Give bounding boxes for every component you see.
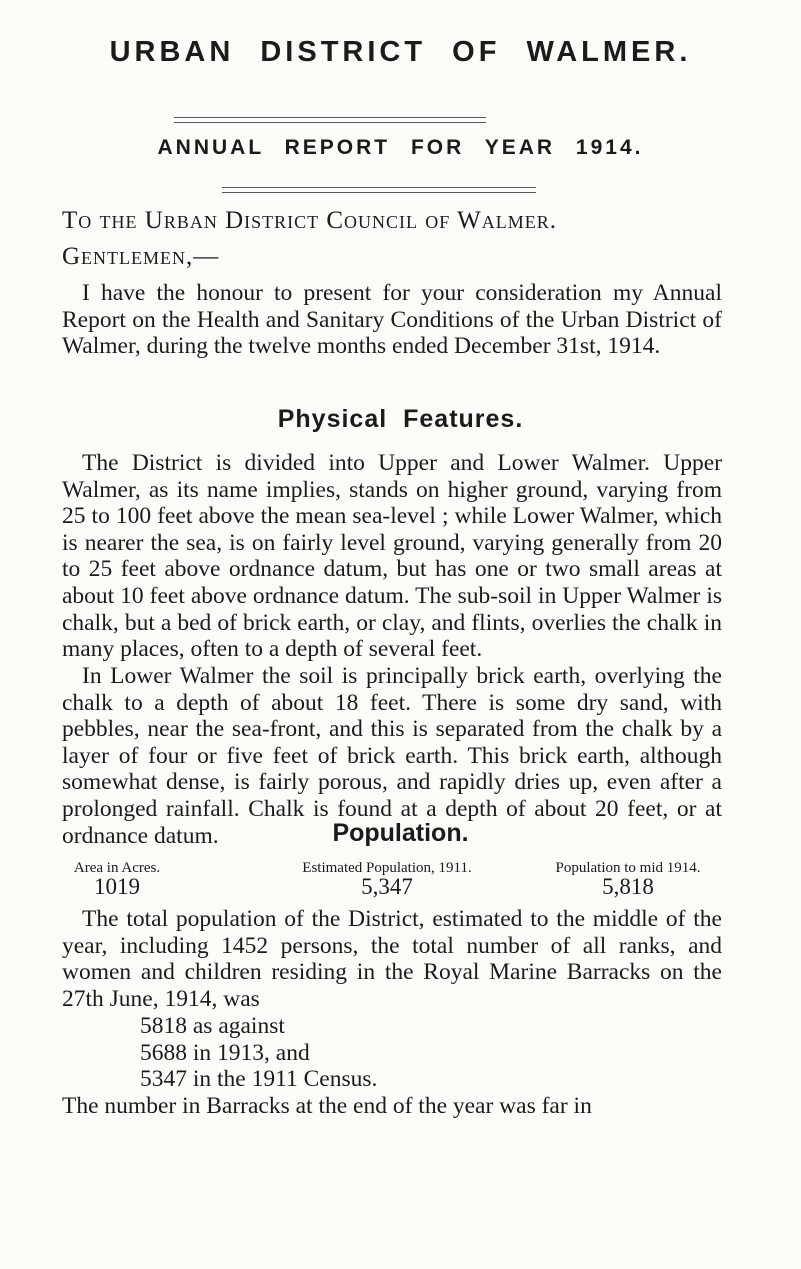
- stat-value: 5,347: [361, 874, 413, 899]
- stat-area: [62, 860, 172, 900]
- subtitle-rule: [222, 187, 536, 188]
- salutation: Gentlemen,—: [62, 243, 220, 270]
- title-rule-inner: [174, 122, 486, 123]
- address-line: To the Urban District Council of Walmer.: [62, 207, 557, 234]
- stat-label: Population to mid 1914.: [555, 860, 701, 876]
- closing-line: The number in Barracks at the end of the year was far in: [62, 1093, 592, 1119]
- physical-paragraph-1: The District is divided into Upper and Lower Walmer. Upper Walmer, as its name implies, stands on higher ground, varying from 25 to 100 feet above the mean sea-level ; while Lower Walmer, which is nearer the sea, is on fairly level ground, varying generally from 20 to 25 feet above ordnance datum, but has one or two small areas at about 10 feet above ordnance datum. The sub-soil in Upper Walmer is chalk, but a bed of brick earth, or clay, and flints, overlies the chalk in many places, often to a depth of several feet.: [62, 450, 722, 663]
- comparison-row: 5818 as against: [140, 1013, 285, 1039]
- population-heading: Population.: [332, 819, 469, 847]
- stat-mid-1914: [508, 860, 748, 900]
- stat-label: Area in Acres.: [73, 860, 161, 876]
- population-comparison: [140, 1013, 377, 1093]
- report-subtitle: ANNUAL REPORT FOR YEAR 1914.: [157, 136, 644, 159]
- report-title: URBAN DISTRICT OF WALMER.: [109, 36, 692, 68]
- stat-estimated-1911: [257, 860, 517, 900]
- population-paragraph: The total population of the District, estimated to the middle of the year, including 1452 persons, the total number of all ranks, and women and children residing in the Royal Marine Barracks on the 27th June, 1914, was: [62, 906, 722, 1012]
- subtitle-rule-inner: [222, 192, 536, 193]
- comparison-row: 5688 in 1913, and: [140, 1039, 310, 1066]
- intro-paragraph: I have the honour to present for your consideration my Annual Report on the Health and Sanitary Conditions of the Urban District of Walmer, during the twelve months ended December 31st, 1914.: [62, 280, 722, 360]
- physical-features-heading: Physical Features.: [277, 405, 524, 433]
- physical-paragraph-2: In Lower Walmer the soil is principally brick earth, overlying the chalk to a depth of about 18 feet. There is some dry sand, with pebbles, near the sea-front, and this is separated from the chalk by a layer of four or five feet of brick earth. This brick earth, although somewhat dense, is fairly porous, and rapidly dries up, even after a prolonged rainfall. Chalk is found at a depth of about 20 feet, or at ordnance datum.: [62, 663, 722, 849]
- stat-label: Estimated Population, 1911.: [302, 860, 472, 876]
- title-rule: [174, 117, 486, 118]
- stat-value: 5,818: [602, 874, 654, 899]
- stat-value: 1019: [94, 874, 140, 899]
- comparison-row: 5347 in the 1911 Census.: [140, 1066, 378, 1093]
